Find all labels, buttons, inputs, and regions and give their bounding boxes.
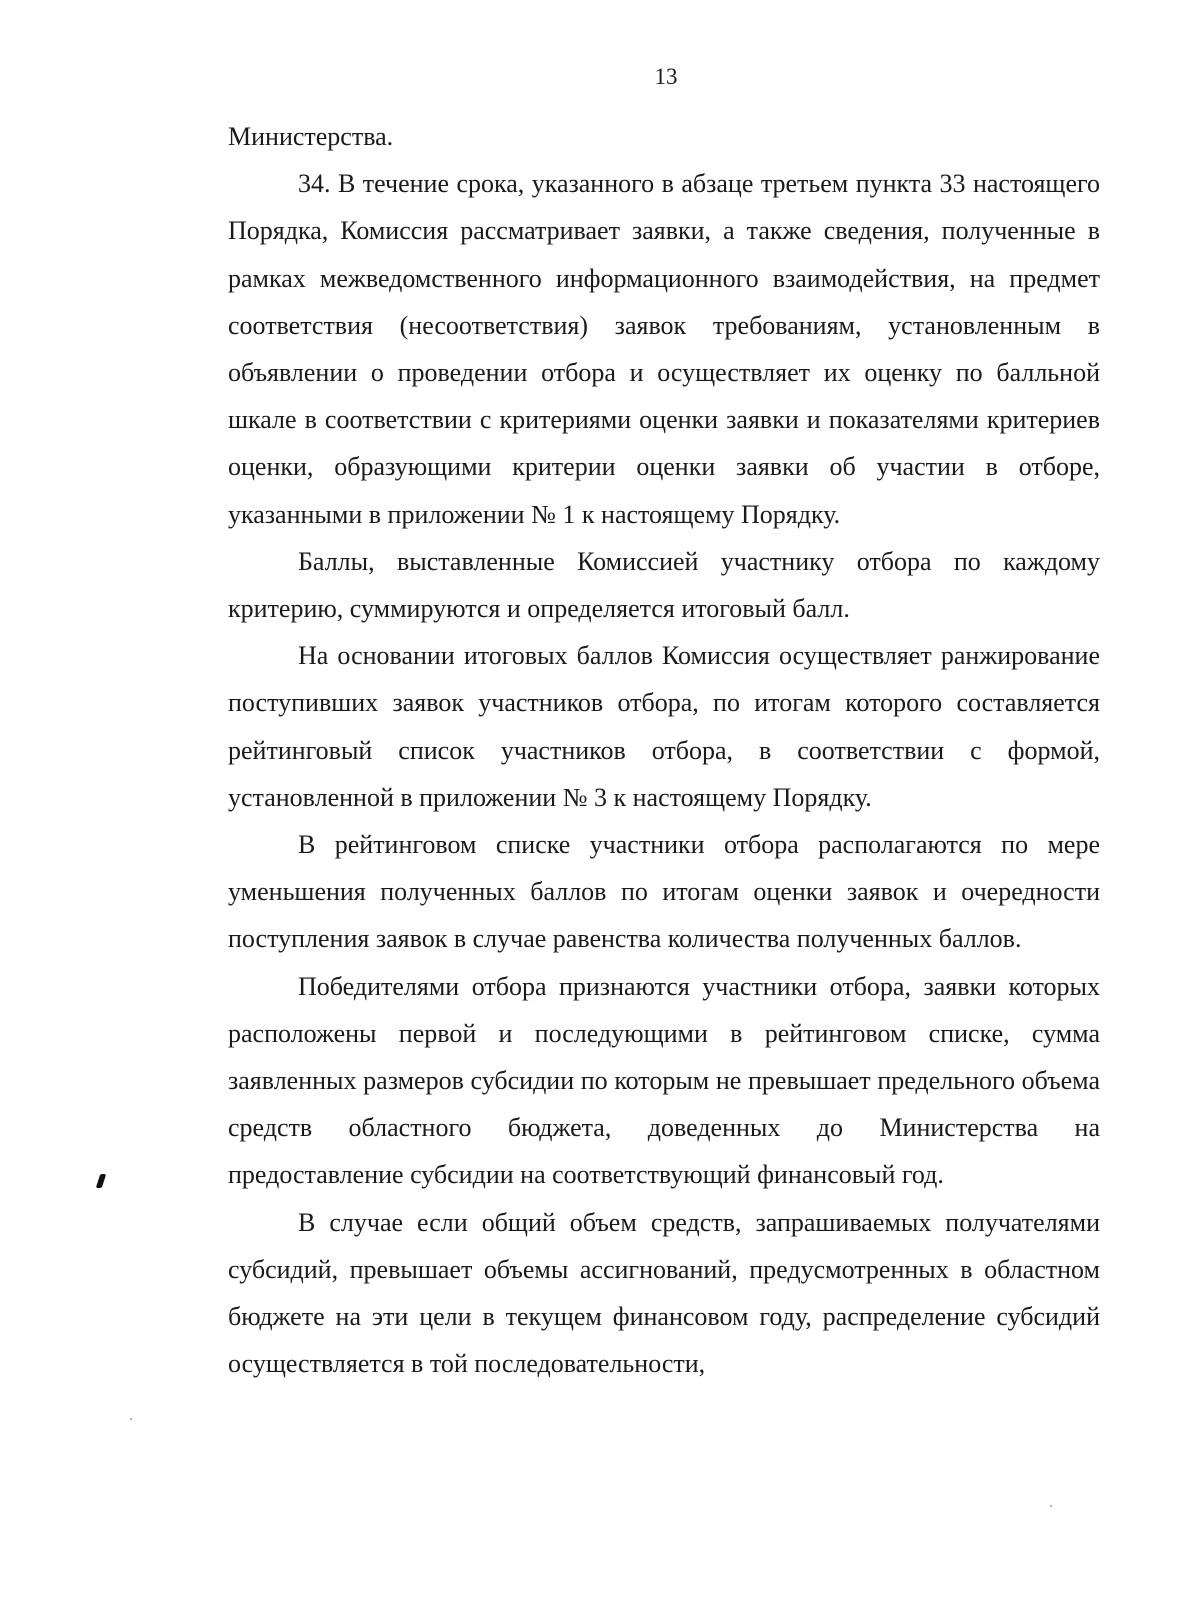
paragraph-continuation: Министерства. bbox=[228, 122, 394, 151]
paragraph-scores: Баллы, выставленные Комиссией участнику отбора по каждому критерию, суммируются и определяется итоговый балл. bbox=[228, 546, 1100, 624]
paragraph-distribution: В случае если общий объем средств, запрашиваемых получателями субсидий, превышает объемы ассигнований, предусмотренных в областном бюджете на эти цели в текущем финансовом году, распределение субсидий осуществляется в той последовательности, bbox=[228, 1207, 1100, 1379]
paragraph-ranking: На основании итоговых баллов Комиссия осуществляет ранжирование поступивших заявок участников отбора, по итогам которого составляется рейтинговый список участников отбора, в соответствии с формой, установленной в приложении № 3 к настоящему Порядку. bbox=[228, 641, 1100, 812]
scan-speck bbox=[130, 1418, 132, 1420]
paragraph-item-34: 34. В течение срока, указанного в абзаце третьем пункта 33 настоящего Порядка, Комиссия рассматривает заявки, а также сведения, полученные в рамках межведомственного информационного взаимодействия, на предмет соответствия (несоответствия) заявок требованиям, установленным в объявлении о проведении отбора и осуществляет их оценку по балльной шкале в соответствии с критериями оценки заявки и показателями критериев оценки, образующими критерии оценки заявки об участии в отборе, указанными в приложении № 1 к настоящему Порядку. bbox=[228, 169, 1100, 529]
scan-mark bbox=[96, 1174, 107, 1188]
document-body bbox=[228, 113, 1100, 1387]
paragraph-winners: Победителями отбора признаются участники отбора, заявки которых расположены первой и последующими в рейтинговом списке, сумма заявленных размеров субсидии по которым не превышает предельного объема средств областного бюджета, доведенных до Министерства на предоставление субсидии на соответствующий финансовый год. bbox=[228, 971, 1100, 1190]
scan-speck bbox=[1050, 1505, 1052, 1507]
paragraph-rating-list: В рейтинговом списке участники отбора располагаются по мере уменьшения полученных баллов по итогам оценки заявок и очередности поступления заявок в случае равенства количества полученных баллов. bbox=[228, 830, 1100, 954]
page-number: 13 bbox=[654, 64, 678, 89]
